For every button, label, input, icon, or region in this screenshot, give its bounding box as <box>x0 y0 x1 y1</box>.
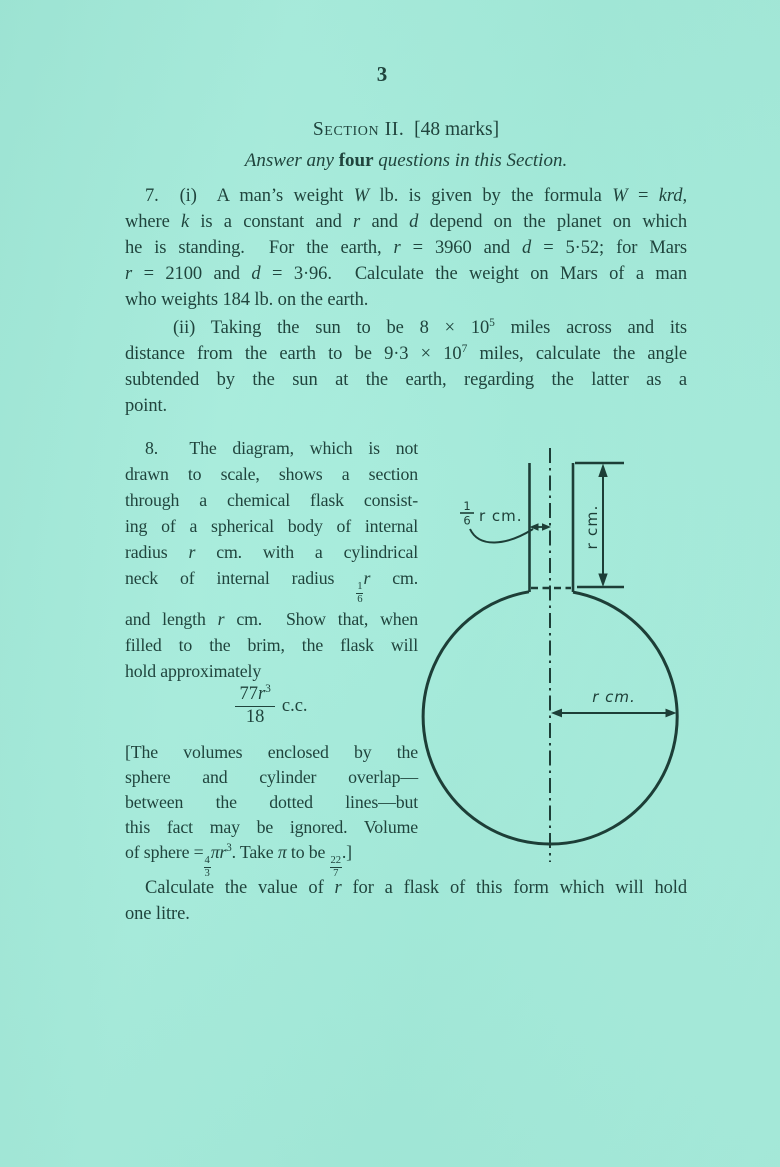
question-7i-paragraph <box>125 183 687 313</box>
section-marks: [48 marks] <box>414 119 500 140</box>
section-instruction <box>125 150 687 172</box>
closing-paragraph <box>125 875 687 927</box>
text-line: sphere and cylinder overlap— <box>125 767 418 787</box>
text-line: of sphere = $\frac{4}{3}$ $\pi r^3$. Take π to be $\frac{22}{7}$ .] <box>125 842 352 880</box>
formula-fraction <box>235 684 274 729</box>
neck-radius-fraction-denominator: 6 <box>463 513 471 528</box>
text-line: point. <box>125 396 168 416</box>
text-line: ing of a spherical body of internal <box>125 516 418 536</box>
section-heading <box>125 119 687 141</box>
section-title: Section II. <box>312 119 405 140</box>
text-line: through a chemical flask consist- <box>125 490 418 510</box>
text-line: Calculate the value of r for a flask of this form which will hold <box>145 878 687 898</box>
instruction-emphasis: four <box>338 150 374 171</box>
text-line: who weights 184 lb. on the earth. <box>125 290 369 310</box>
arrowhead-up-icon <box>598 464 607 478</box>
text-line: filled to the brim, the flask will <box>125 635 418 656</box>
text-line: distance from the earth to be $9\cdot 3 \times 10^7$ miles, calculate the angle <box>125 342 687 364</box>
text-line: r = 2100 and d = 3·96. Calculate the weight on Mars of a man <box>125 264 687 284</box>
text-line: drawn to scale, shows a section <box>125 464 418 484</box>
text-line: hold approximately <box>125 661 262 682</box>
flask-volume-formula <box>125 684 418 729</box>
text-line: one litre. <box>125 904 190 924</box>
neck-height-label: r cm. <box>583 504 601 550</box>
text-line: 7. (i) A man’s weight W lb. is given by the formula W = krd, <box>145 186 687 206</box>
question-8-paragraph <box>125 435 418 684</box>
text-line: he is standing. For the earth, r = 3960 and d = 5·52; for Mars <box>125 238 687 258</box>
text-line: (ii) Taking the sun to be $8 \times 10^5$ miles across and its <box>173 316 687 338</box>
text-line: 8. The diagram, which is not <box>145 438 418 458</box>
page-number: 3 <box>376 62 388 86</box>
text-line: between the dotted lines—but <box>125 792 418 812</box>
text-line: subtended by the sun at the earth, regarding the latter as a <box>125 370 687 390</box>
instruction-post: questions in this Section. <box>373 150 568 171</box>
leader-curve <box>470 529 533 543</box>
arrowhead-left-icon <box>551 709 562 718</box>
sphere-radius-label: r cm. <box>592 688 636 706</box>
text-line: and length r cm. Show that, when <box>125 609 418 630</box>
formula-numerator: $77r^3$ <box>235 684 274 707</box>
formula-unit: c.c. <box>281 695 308 716</box>
arrowhead-right-icon <box>666 709 677 718</box>
text-line: radius r cm. with a cylindrical <box>125 542 418 562</box>
text-line: where k is a constant and r and d depend on the planet on which <box>125 212 688 232</box>
flask-diagram <box>400 440 710 880</box>
text-line: this fact may be ignored. Volume <box>125 817 418 837</box>
arrowhead-down-icon <box>598 574 607 588</box>
instruction-pre: Answer any <box>244 150 339 171</box>
bracketed-note-paragraph <box>125 740 418 880</box>
formula-denominator: 18 <box>245 707 265 728</box>
neck-radius-fraction-numerator: 1 <box>463 499 471 513</box>
question-7ii-paragraph <box>125 315 687 419</box>
text-line: neck of internal radius $\frac{1}{6}$ r cm. <box>125 568 419 606</box>
neck-radius-label: r cm. <box>479 507 523 525</box>
text-line: [The volumes enclosed by the <box>125 742 418 762</box>
